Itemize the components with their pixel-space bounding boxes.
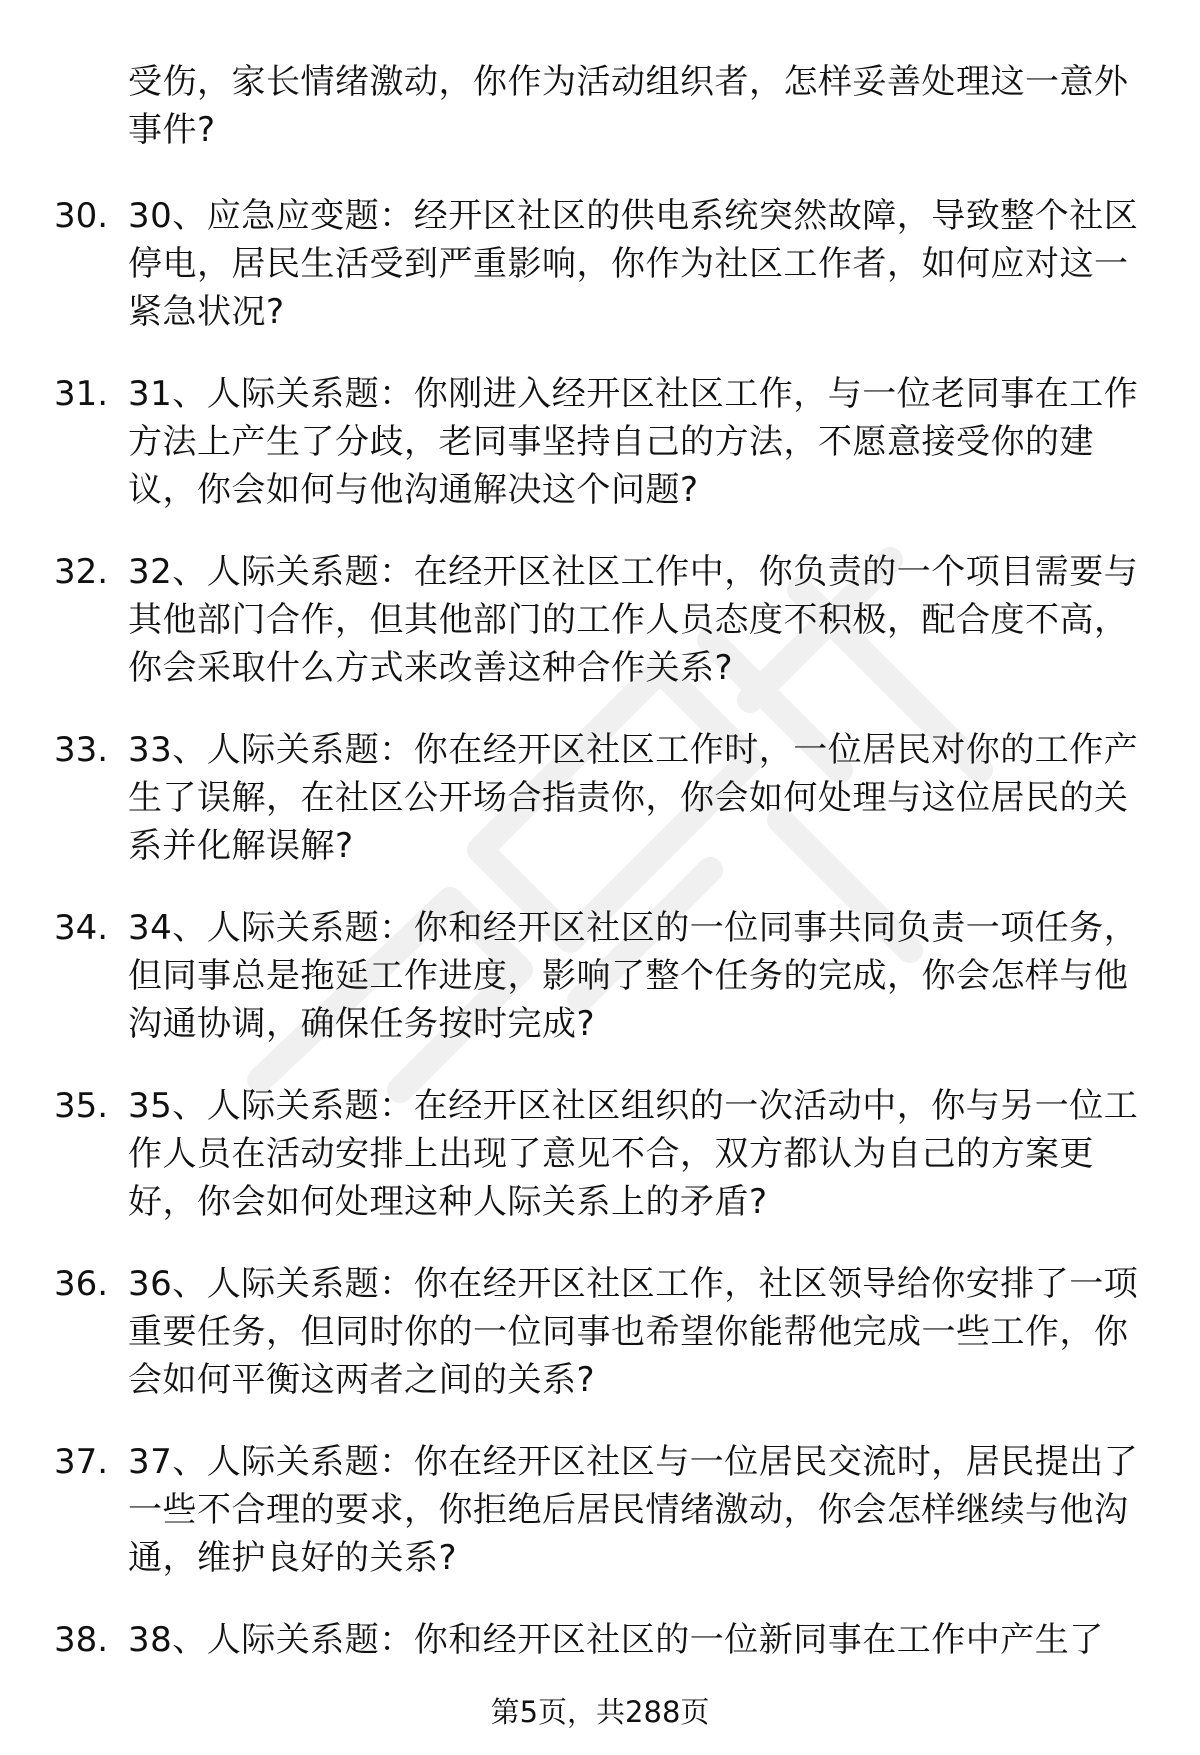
question-text: 35、人际关系题：在经开区社区组织的一次活动中，你与另一位工作人员在活动安排上出现了意见不合，双方都认为自己的方案更好，你会如何处理这种人际关系上的矛盾? — [128, 1086, 1139, 1222]
question-text: 33、人际关系题：你在经开区社区工作时，一位居民对你的工作产生了误解，在社区公开场合指责你，你会如何处理与这位居民的关系并化解误解? — [128, 730, 1139, 866]
question-number: 30. — [54, 196, 109, 236]
question-number: 31. — [54, 374, 109, 414]
question-text: 38、人际关系题：你和经开区社区的一位新同事在工作中产生了 — [128, 1620, 1104, 1660]
list-item — [0, 548, 1200, 726]
question-text: 32、人际关系题：在经开区社区工作中，你负责的一个项目需要与其他部门合作，但其他部门的工作人员态度不积极，配合度不高，你会采取什么方式来改善这种合作关系? — [128, 552, 1139, 688]
question-number: 32. — [54, 552, 109, 592]
list-item — [0, 192, 1200, 370]
question-text: 34、人际关系题：你和经开区社区的一位同事共同负责一项任务，但同事总是拖延工作进度，影响了整个任务的完成，你会怎样与他沟通协调，确保任务按时完成? — [128, 908, 1139, 1044]
question-text: 30、应急应变题：经开区社区的供电系统突然故障，导致整个社区停电，居民生活受到严重影响，你作为社区工作者，如何应对这一紧急状况? — [128, 196, 1139, 332]
list-item — [0, 1082, 1200, 1260]
list-item — [0, 1616, 1200, 1688]
list-item — [0, 1438, 1200, 1616]
list-item — [0, 726, 1200, 904]
question-number: 33. — [54, 730, 109, 770]
question-text: 37、人际关系题：你在经开区社区与一位居民交流时，居民提出了一些不合理的要求，你拒绝后居民情绪激动，你会怎样继续与他沟通，维护良好的关系? — [128, 1442, 1139, 1578]
question-number: 38. — [54, 1620, 109, 1660]
question-text: 36、人际关系题：你在经开区社区工作，社区领导给你安排了一项重要任务，但同时你的一位同事也希望你能帮他完成一些工作，你会如何平衡这两者之间的关系? — [128, 1264, 1139, 1400]
list-item — [0, 904, 1200, 1082]
question-number: 34. — [54, 908, 109, 948]
question-list — [0, 192, 1200, 1688]
list-item — [0, 1260, 1200, 1438]
page-number-footer: 第5页，共288页 — [490, 1695, 710, 1729]
question-number: 36. — [54, 1264, 109, 1304]
list-item — [0, 370, 1200, 548]
continuation-paragraph: 受伤，家长情绪激动，你作为活动组织者，怎样妥善处理这一意外事件? — [128, 62, 1129, 150]
question-number: 35. — [54, 1086, 109, 1126]
question-text: 31、人际关系题：你刚进入经开区社区工作，与一位老同事在工作方法上产生了分歧，老同事坚持自己的方法，不愿意接受你的建议，你会如何与他沟通解决这个问题? — [128, 374, 1139, 510]
question-number: 37. — [54, 1442, 109, 1482]
